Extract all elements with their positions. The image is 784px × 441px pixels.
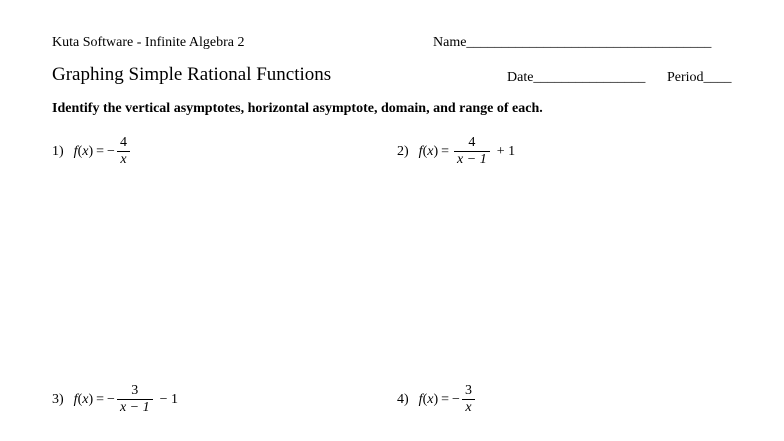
fraction [454, 135, 490, 168]
date-field: Date________________ [507, 70, 646, 85]
problem-1: 1) f ( x ) = − $\frac{4}{x}$ [52, 135, 137, 168]
numerator: 3 [464, 383, 472, 398]
equals-sign: = [96, 391, 105, 407]
problem-number: 2) [397, 143, 409, 159]
function-variable: x [427, 391, 434, 407]
function-name: f [418, 143, 423, 159]
function-name: f [73, 143, 78, 159]
denominator: x − 1 [117, 399, 153, 416]
constant-term: + 1 [496, 143, 516, 159]
fraction [117, 135, 130, 168]
problem-3: 3) f ( x ) = − $\frac{3}{x - 1}$ − 1 [52, 383, 179, 415]
constant-term: − 1 [159, 391, 179, 407]
function-variable: x [82, 143, 89, 159]
fraction [117, 383, 153, 416]
equals-sign: = [441, 143, 450, 159]
problem-number: 4) [397, 391, 409, 407]
fraction [462, 383, 475, 416]
problem-2: 2) f ( x ) = $\frac{4}{x - 1}$ + 1 [397, 135, 516, 167]
denominator: x − 1 [454, 151, 490, 168]
sign: − [107, 391, 115, 407]
function-variable: x [82, 391, 89, 407]
function-name: f [418, 391, 423, 407]
denominator: x [117, 151, 129, 168]
problem-number: 1) [52, 143, 64, 159]
sign: − [452, 391, 460, 407]
problem-4: 4) f ( x ) = − $\frac{3}{x}$ [397, 383, 482, 416]
period-field: Period____ [667, 70, 732, 85]
numerator: 4 [119, 135, 127, 150]
function-variable: x [427, 143, 434, 159]
name-field: Name___________________________________ [433, 35, 712, 50]
function-name: f [73, 391, 78, 407]
numerator: 4 [468, 135, 476, 150]
worksheet-title: Graphing Simple Rational Functions [52, 64, 332, 85]
problem-number: 3) [52, 391, 64, 407]
sign: − [107, 143, 115, 159]
equals-sign: = [441, 391, 450, 407]
equals-sign: = [96, 143, 105, 159]
denominator: x [462, 399, 474, 416]
instructions: Identify the vertical asymptotes, horizontal asymptote, domain, and range of each. [52, 101, 543, 116]
worksheet-source: Kuta Software - Infinite Algebra 2 [52, 35, 245, 50]
numerator: 3 [131, 383, 139, 398]
